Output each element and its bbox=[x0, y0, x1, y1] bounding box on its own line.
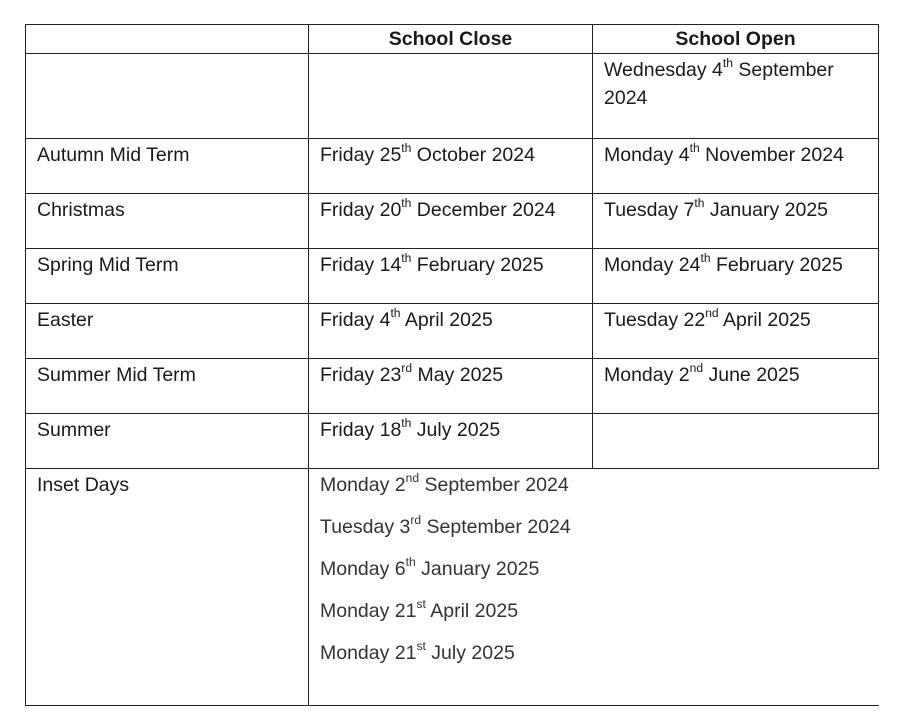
open-date: Wednesday 4th September 2024 bbox=[604, 55, 834, 109]
open-date: Monday 2nd June 2025 bbox=[604, 360, 800, 386]
close-date: Friday 20th December 2024 bbox=[320, 195, 556, 221]
inset-days-label: Inset Days bbox=[37, 474, 130, 496]
list-item: Monday 6th January 2025 bbox=[320, 554, 540, 580]
open-date: Monday 24th February 2025 bbox=[604, 250, 843, 276]
close-date: Friday 25th October 2024 bbox=[320, 140, 535, 166]
open-cell bbox=[593, 139, 879, 194]
list-item: Monday 21st July 2025 bbox=[320, 638, 515, 664]
close-date: Friday 23rd May 2025 bbox=[320, 360, 504, 386]
open-cell bbox=[593, 54, 879, 139]
close-cell bbox=[309, 54, 593, 139]
table-row bbox=[26, 194, 879, 249]
table-row bbox=[26, 54, 879, 139]
term-cell bbox=[26, 194, 309, 249]
term-cell bbox=[26, 54, 309, 139]
close-cell bbox=[309, 304, 593, 359]
table-row bbox=[26, 249, 879, 304]
inset-days-list bbox=[309, 469, 879, 681]
term-dates-table bbox=[25, 24, 879, 706]
open-cell bbox=[593, 249, 879, 304]
open-date: Tuesday 7th January 2025 bbox=[604, 195, 829, 221]
term-cell bbox=[26, 304, 309, 359]
term-label: Summer bbox=[37, 419, 111, 441]
table-row bbox=[26, 304, 879, 359]
close-date: Friday 18th July 2025 bbox=[320, 415, 501, 441]
term-cell bbox=[26, 249, 309, 304]
inset-days-cell bbox=[309, 469, 879, 706]
table-row bbox=[26, 359, 879, 414]
header-term bbox=[26, 25, 309, 54]
close-date: Friday 14th February 2025 bbox=[320, 250, 544, 276]
close-cell bbox=[309, 249, 593, 304]
term-label: Christmas bbox=[37, 199, 125, 221]
header-school-open: School Open bbox=[593, 25, 879, 54]
table-row bbox=[26, 139, 879, 194]
close-cell bbox=[309, 139, 593, 194]
term-label: Easter bbox=[37, 309, 94, 331]
close-cell bbox=[309, 359, 593, 414]
list-item: Monday 2nd September 2024 bbox=[320, 470, 569, 496]
open-cell bbox=[593, 194, 879, 249]
open-cell bbox=[593, 304, 879, 359]
close-cell bbox=[309, 414, 593, 469]
open-date: Monday 4th November 2024 bbox=[604, 140, 844, 166]
list-item: Tuesday 3rd September 2024 bbox=[320, 512, 571, 538]
close-date: Friday 4th April 2025 bbox=[320, 305, 493, 331]
table-row bbox=[26, 414, 879, 469]
open-cell bbox=[593, 359, 879, 414]
header-school-close: School Close bbox=[309, 25, 593, 54]
term-label: Summer Mid Term bbox=[37, 364, 196, 386]
term-cell bbox=[26, 359, 309, 414]
header-row bbox=[26, 25, 879, 54]
open-date: Tuesday 22nd April 2025 bbox=[604, 305, 811, 331]
term-label: Autumn Mid Term bbox=[37, 144, 190, 166]
term-label: Spring Mid Term bbox=[37, 254, 179, 276]
term-cell bbox=[26, 139, 309, 194]
inset-days-row bbox=[26, 469, 879, 706]
term-cell bbox=[26, 469, 309, 706]
open-cell bbox=[593, 414, 879, 469]
term-cell bbox=[26, 414, 309, 469]
close-cell bbox=[309, 194, 593, 249]
list-item: Monday 21st April 2025 bbox=[320, 596, 519, 622]
